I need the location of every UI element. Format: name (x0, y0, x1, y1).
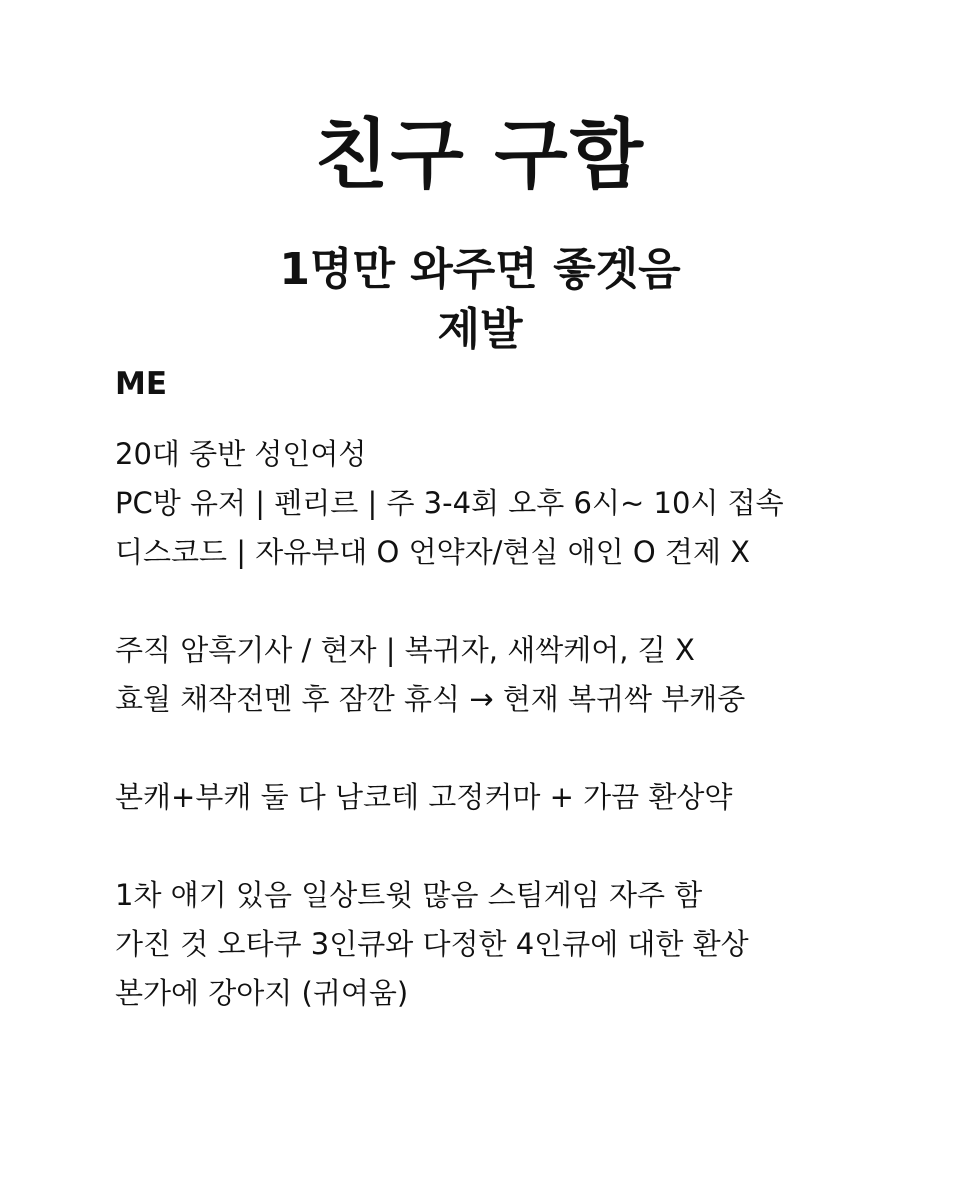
text-line: 본캐+부캐 둘 다 남코테 고정커마 + 가끔 환상약 (115, 780, 733, 814)
paragraph-personal-info (115, 871, 915, 1018)
profile-body (115, 430, 915, 1067)
text-line: 효월 채작전멘 후 잠깐 휴식 → 현재 복귀싹 부캐중 (115, 682, 746, 716)
section-heading-me: ME (115, 366, 168, 402)
text-line: 디스코드 | 자유부대 O 언약자/현실 애인 O 견제 X (115, 535, 751, 569)
text-line: 20대 중반 성인여성 (115, 437, 367, 471)
paragraph-character-info (115, 773, 915, 822)
paragraph-basic-info (115, 430, 915, 577)
page-title: 친구 구함 (314, 110, 646, 199)
page-subtitle (0, 240, 960, 360)
text-line: 가진 것 오타쿠 3인큐와 다정한 4인큐에 대한 환상 (115, 927, 749, 961)
text-line: 1차 얘기 있음 일상트윗 많음 스팀게임 자주 함 (115, 878, 703, 912)
subtitle-line: 1명만 와주면 좋겟음 (279, 244, 681, 295)
subtitle-line: 제발 (437, 304, 523, 355)
paragraph-game-info (115, 626, 915, 724)
text-line: 주직 암흑기사 / 현자 | 복귀자, 새싹케어, 길 X (115, 633, 695, 667)
text-line: PC방 유저 | 펜리르 | 주 3-4회 오후 6시~ 10시 접속 (115, 486, 784, 520)
text-line: 본가에 강아지 (귀여움) (115, 976, 409, 1010)
